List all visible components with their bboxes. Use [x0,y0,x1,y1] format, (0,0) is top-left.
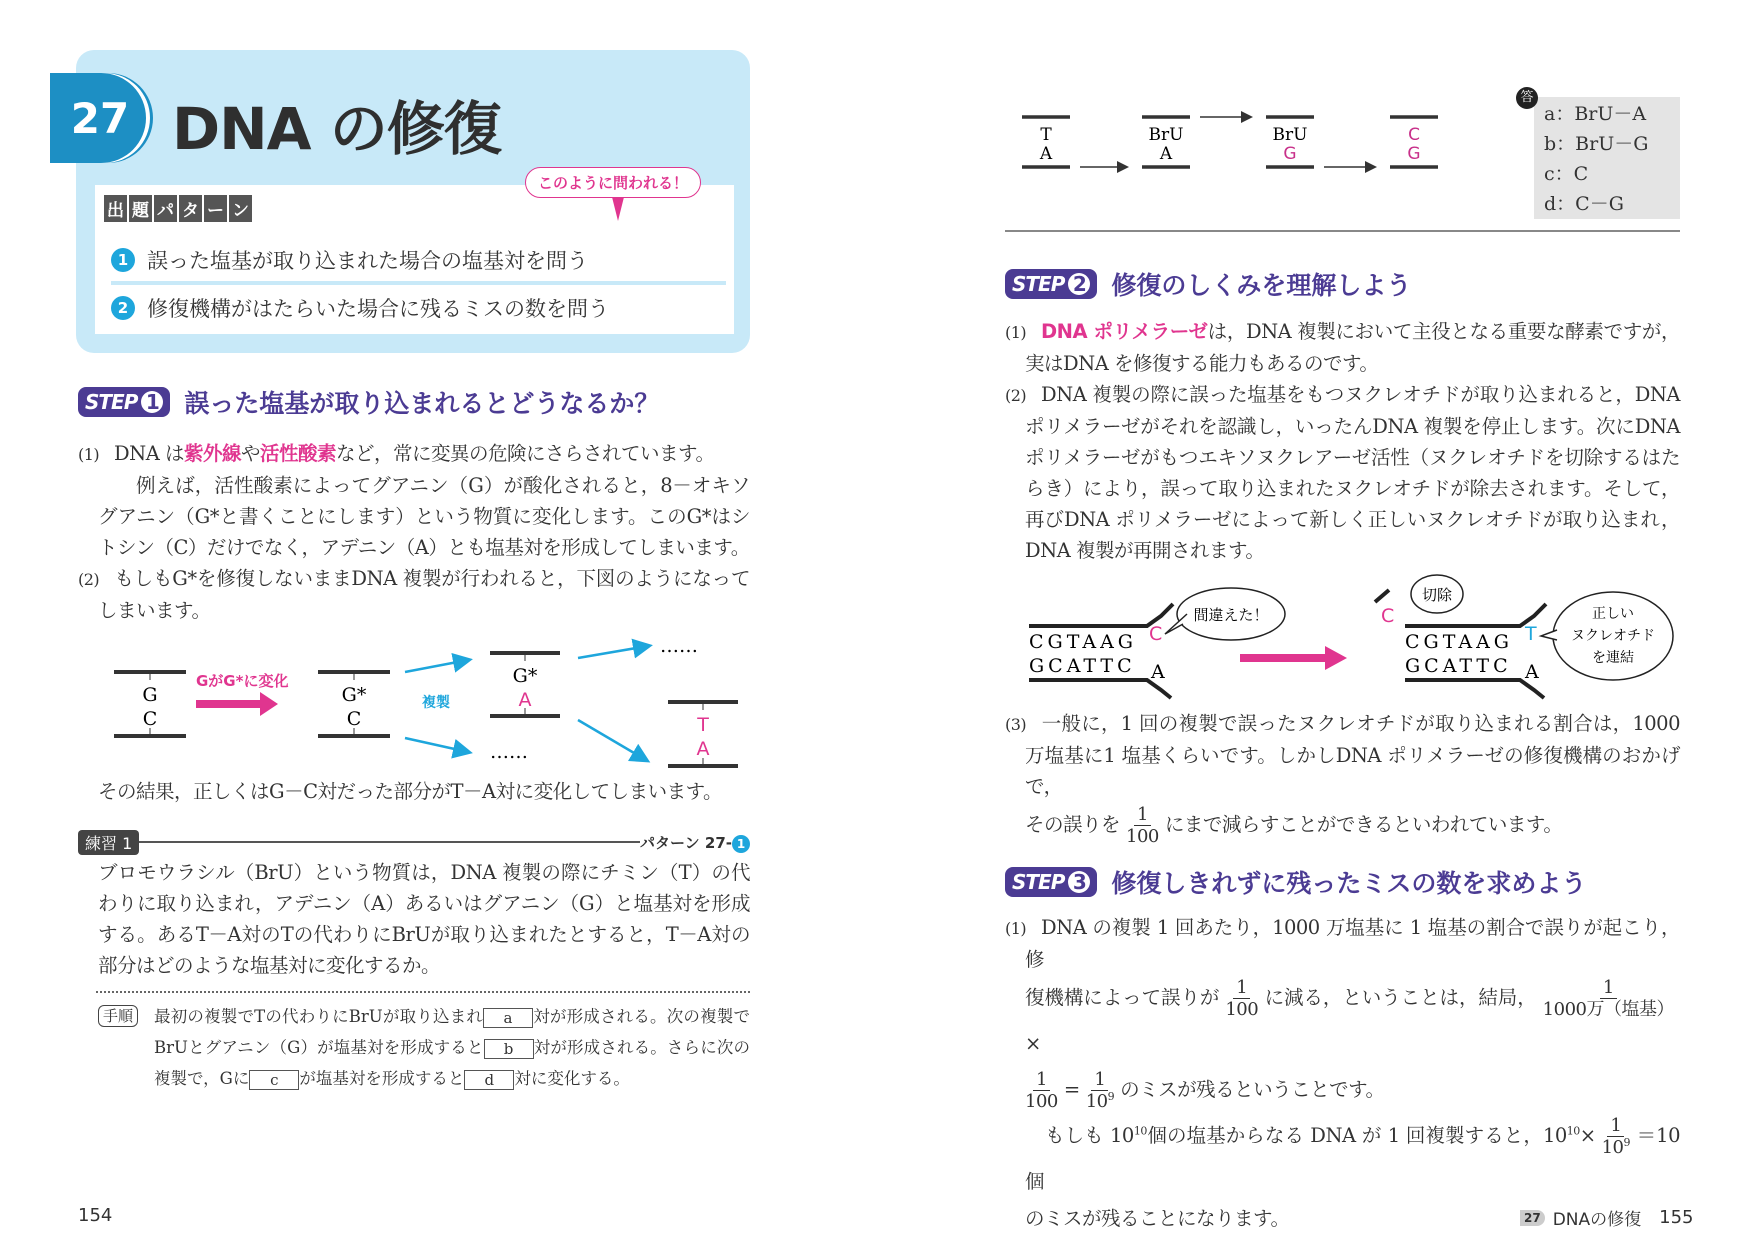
blue-arrow [578,646,648,658]
number-badge: 2 [111,296,135,320]
number-badge: 1 [111,248,135,272]
practice-header [78,831,750,853]
step1-body [78,438,750,626]
answer-icon: 答 [1516,87,1538,109]
svg-text:C: C [346,708,362,730]
svg-text:G*: G* [341,684,367,706]
pattern-box [95,185,734,334]
step1-paragraph-1-cont: 例えば，活性酸素によってグアニン（G）が酸化されると，8－オキソグアニン（G*と書くことにします）という物質に変化します。このG*はシトシン（C）だけでなく，アデニン（A）とも塩基対を形成してしまいます。 [98,474,750,559]
speech-bubble-mistake [1165,588,1285,640]
base-pair-gc [114,672,186,736]
speech-bubble-link [1541,592,1673,680]
step3-heading: STEP 3 修復しきれずに残ったミスの数を求めよう [1005,864,1680,900]
step2-paragraph-2: (2) DNA 複製の際に誤った塩基をもつヌクレオチドが取り込まれると，DNA ポリメラーゼがそれを認識し，いったんDNA 複製を停止します。次にDNA ポリメラーゼがもつエキソヌクレアーゼ活性（ヌクレオチドを切除するはたらき）により，誤って取り込まれたヌクレオチドが除去されます。そして，再びDNA ポリメラーゼによって新しく正しいヌクレオチドが取り込まれ，DNA 複製が再開されます。 [1005,383,1680,562]
polymerase-repair-diagram [1025,574,1680,702]
svg-text:BrU: BrU [1148,125,1184,145]
blue-arrow [405,738,468,752]
fraction: $\frac{1}{10^9}$ [1601,1115,1631,1158]
replication-label: 複製 [422,695,450,711]
fraction: $\frac{1}{10^9}$ [1085,1069,1115,1112]
svg-text:T: T [1040,125,1052,145]
base-pair-ta [1022,117,1070,167]
procedure: 手順 最初の複製でTの代わりにBrUが取り込まれ a 対が形成される。次の複製でBrUとグアニン（G）が塩基対を形成すると b 対が形成される。さらに次の複製で，Gに c が塩基対を形成すると d 対に変化する。 [78,1001,750,1094]
svg-text:G: G [1283,144,1297,164]
step2-body [1005,316,1680,566]
svg-text:GCATTC: GCATTC [1405,655,1512,677]
step-badge: STEP 1 [78,387,170,417]
fraction: $\frac{1}{\text{1000万（塩基）}}$ [1542,977,1674,1020]
svg-text:CGTAAG: CGTAAG [1029,631,1137,653]
pattern-item-2: 2 修復機構がはたらいた場合に残るミスの数を問う [111,289,726,327]
pattern-item-1: 1 誤った塩基が取り込まれた場合の塩基対を問う [111,239,726,285]
svg-text:T: T [1525,623,1537,645]
answer-box: a：BrU－A b：BrU－G c：C d：C－G [1534,97,1680,219]
svg-text:を連結: を連結 [1592,650,1634,666]
blue-arrow [578,720,646,760]
divider [139,841,640,843]
step-badge: STEP 2 [1005,269,1097,299]
callout-bubble: このように問われる！ [525,167,701,198]
svg-text:間違えた！: 間違えた！ [1193,606,1269,624]
base-pair-gstar-a [490,653,560,716]
step1-paragraph-1: (1) DNA は紫外線や活性酸素など，常に変異の危険にさらされています。 [78,442,715,465]
step1-heading: STEP 1 誤った塩基が取り込まれるとどうなるか？ [78,384,750,420]
svg-text:A: A [696,738,710,760]
callout-tail [612,197,624,221]
svg-text:A: A [1525,661,1539,683]
dotted-divider [96,991,750,993]
base-pair-gstar-c [318,672,390,736]
svg-text:G: G [142,684,158,706]
procedure-label: 手順 [98,1005,138,1027]
base-pair-bru-g [1266,117,1314,167]
dna-before-repair [1029,604,1173,698]
step1-paragraph-2: (2) もしもG*を修復しないままDNA 複製が行われると，下図のようになってしまいます。 [78,567,750,622]
step2-paragraph-3: (3) 一般に，1 回の複製で誤ったヌクレオチドが取り込まれる割合は，1000 万塩基に1 塩基くらいです。しかしDNA ポリメラーゼの修復機構のおかげで， その誤りを $\frac{1}{100}$ にまで減らすことができるといわれています。 [1005,712,1680,847]
svg-text:切除: 切除 [1421,586,1453,604]
page-title: DNA の修復 [172,95,501,163]
step3-body: (1) DNA の複製 1 回あたり，1000 万塩基に 1 塩基の割合で誤りが起こり，修 復機構によって誤りが $\frac{1}{100}$ に減る，ということは，結局， $\frac{1}{\text{1000万（塩基）}}$ × $\frac{1}{100}$ = $\frac{1}{10^9}$ のミスが残るということです。 もしも $10^{10}$個の塩基からなる DNA が 1 回複製すると，$10^{10}\times$ $\frac{1}{10^9}$ ＝10 個 のミスが残ることになります。 [1005,916,1680,1230]
svg-text:C: C [142,708,158,730]
blank-d: d [464,1070,514,1090]
svg-text:T: T [697,714,709,736]
blank-c: c [249,1070,299,1090]
answer-row [1005,86,1680,220]
left-column [78,384,750,1094]
step2-paragraph-1: (1) DNA ポリメラーゼは，DNA 複製において主役となる重要な酵素ですが，実はDNA を修復する能力もあるのです。 [1005,320,1680,375]
pattern-label: 出 題 パ タ ー ン [104,195,252,222]
section-rule [1005,230,1680,232]
chapter-title: DNAの修復 [1552,1210,1642,1230]
pink-arrow [1240,646,1347,670]
chapter-number: 27 [70,93,130,143]
step1-result: その結果，正しくはG－C対だった部分がT－A対に変化してしまいます。 [98,780,723,803]
chapter-badge: 27 [1520,1210,1545,1226]
svg-text:C: C [1408,125,1420,145]
practice-question: ブロモウラシル（BrU）という物質は，DNA 複製の際にチミン（T）の代わりに取り込まれ，アデニン（A）あるいはグアニン（G）と塩基対を形成する。あるT－A対のTの代わりにBrUが取り込まれたとすると，T－A対の部分はどのような塩基対に変化するか。 [98,861,750,977]
svg-text:A: A [1159,144,1173,164]
svg-text:BrU: BrU [1272,125,1308,145]
practice-label: 練習 1 [78,830,139,855]
svg-text:CGTAAG: CGTAAG [1405,631,1513,653]
speech-bubble-cut [1411,575,1463,613]
svg-text:A: A [518,689,532,711]
svg-text:G*: G* [512,665,538,687]
ellipsis: …… [660,638,698,657]
fraction: $\frac{1}{100}$ [1225,977,1259,1020]
base-pair-c-g [1390,117,1438,167]
svg-text:G: G [1407,144,1421,164]
running-footer [1520,1205,1694,1230]
svg-text:GCATTC: GCATTC [1029,655,1136,677]
right-page-number: 155 [1659,1207,1694,1228]
change-label: GがG*に変化 [196,672,289,690]
blank-b: b [484,1039,534,1059]
left-page-number: 154 [78,1205,113,1226]
blank-a: a [483,1008,533,1028]
step2-heading: STEP 2 修復のしくみを理解しよう [1005,266,1680,302]
svg-text:C: C [1381,605,1395,627]
base-pair-bru-a [1142,117,1190,167]
pattern-reference: パターン 27- 1 [640,832,750,853]
pink-arrow [196,692,278,716]
fraction: $\frac{1}{100}$ [1025,1069,1058,1112]
chapter-number-tab [50,73,150,163]
blue-arrow [405,660,468,672]
ellipsis: …… [490,741,528,763]
dna-after-repair [1405,604,1546,698]
fraction: $\frac{1}{100}$ [1126,804,1159,847]
step-badge: STEP 3 [1005,867,1097,897]
svg-text:A: A [1039,144,1053,164]
right-column [1005,86,1680,1233]
svg-text:正しい: 正しい [1592,606,1634,622]
excised-nucleotide [1375,590,1394,627]
svg-text:ヌクレオチド: ヌクレオチド [1571,628,1655,644]
svg-text:A: A [1151,661,1165,683]
base-pair-ta [668,702,738,766]
gstar-replication-diagram [100,638,760,770]
svg-text:C: C [1149,623,1163,645]
bru-answer-diagram [1018,105,1448,175]
